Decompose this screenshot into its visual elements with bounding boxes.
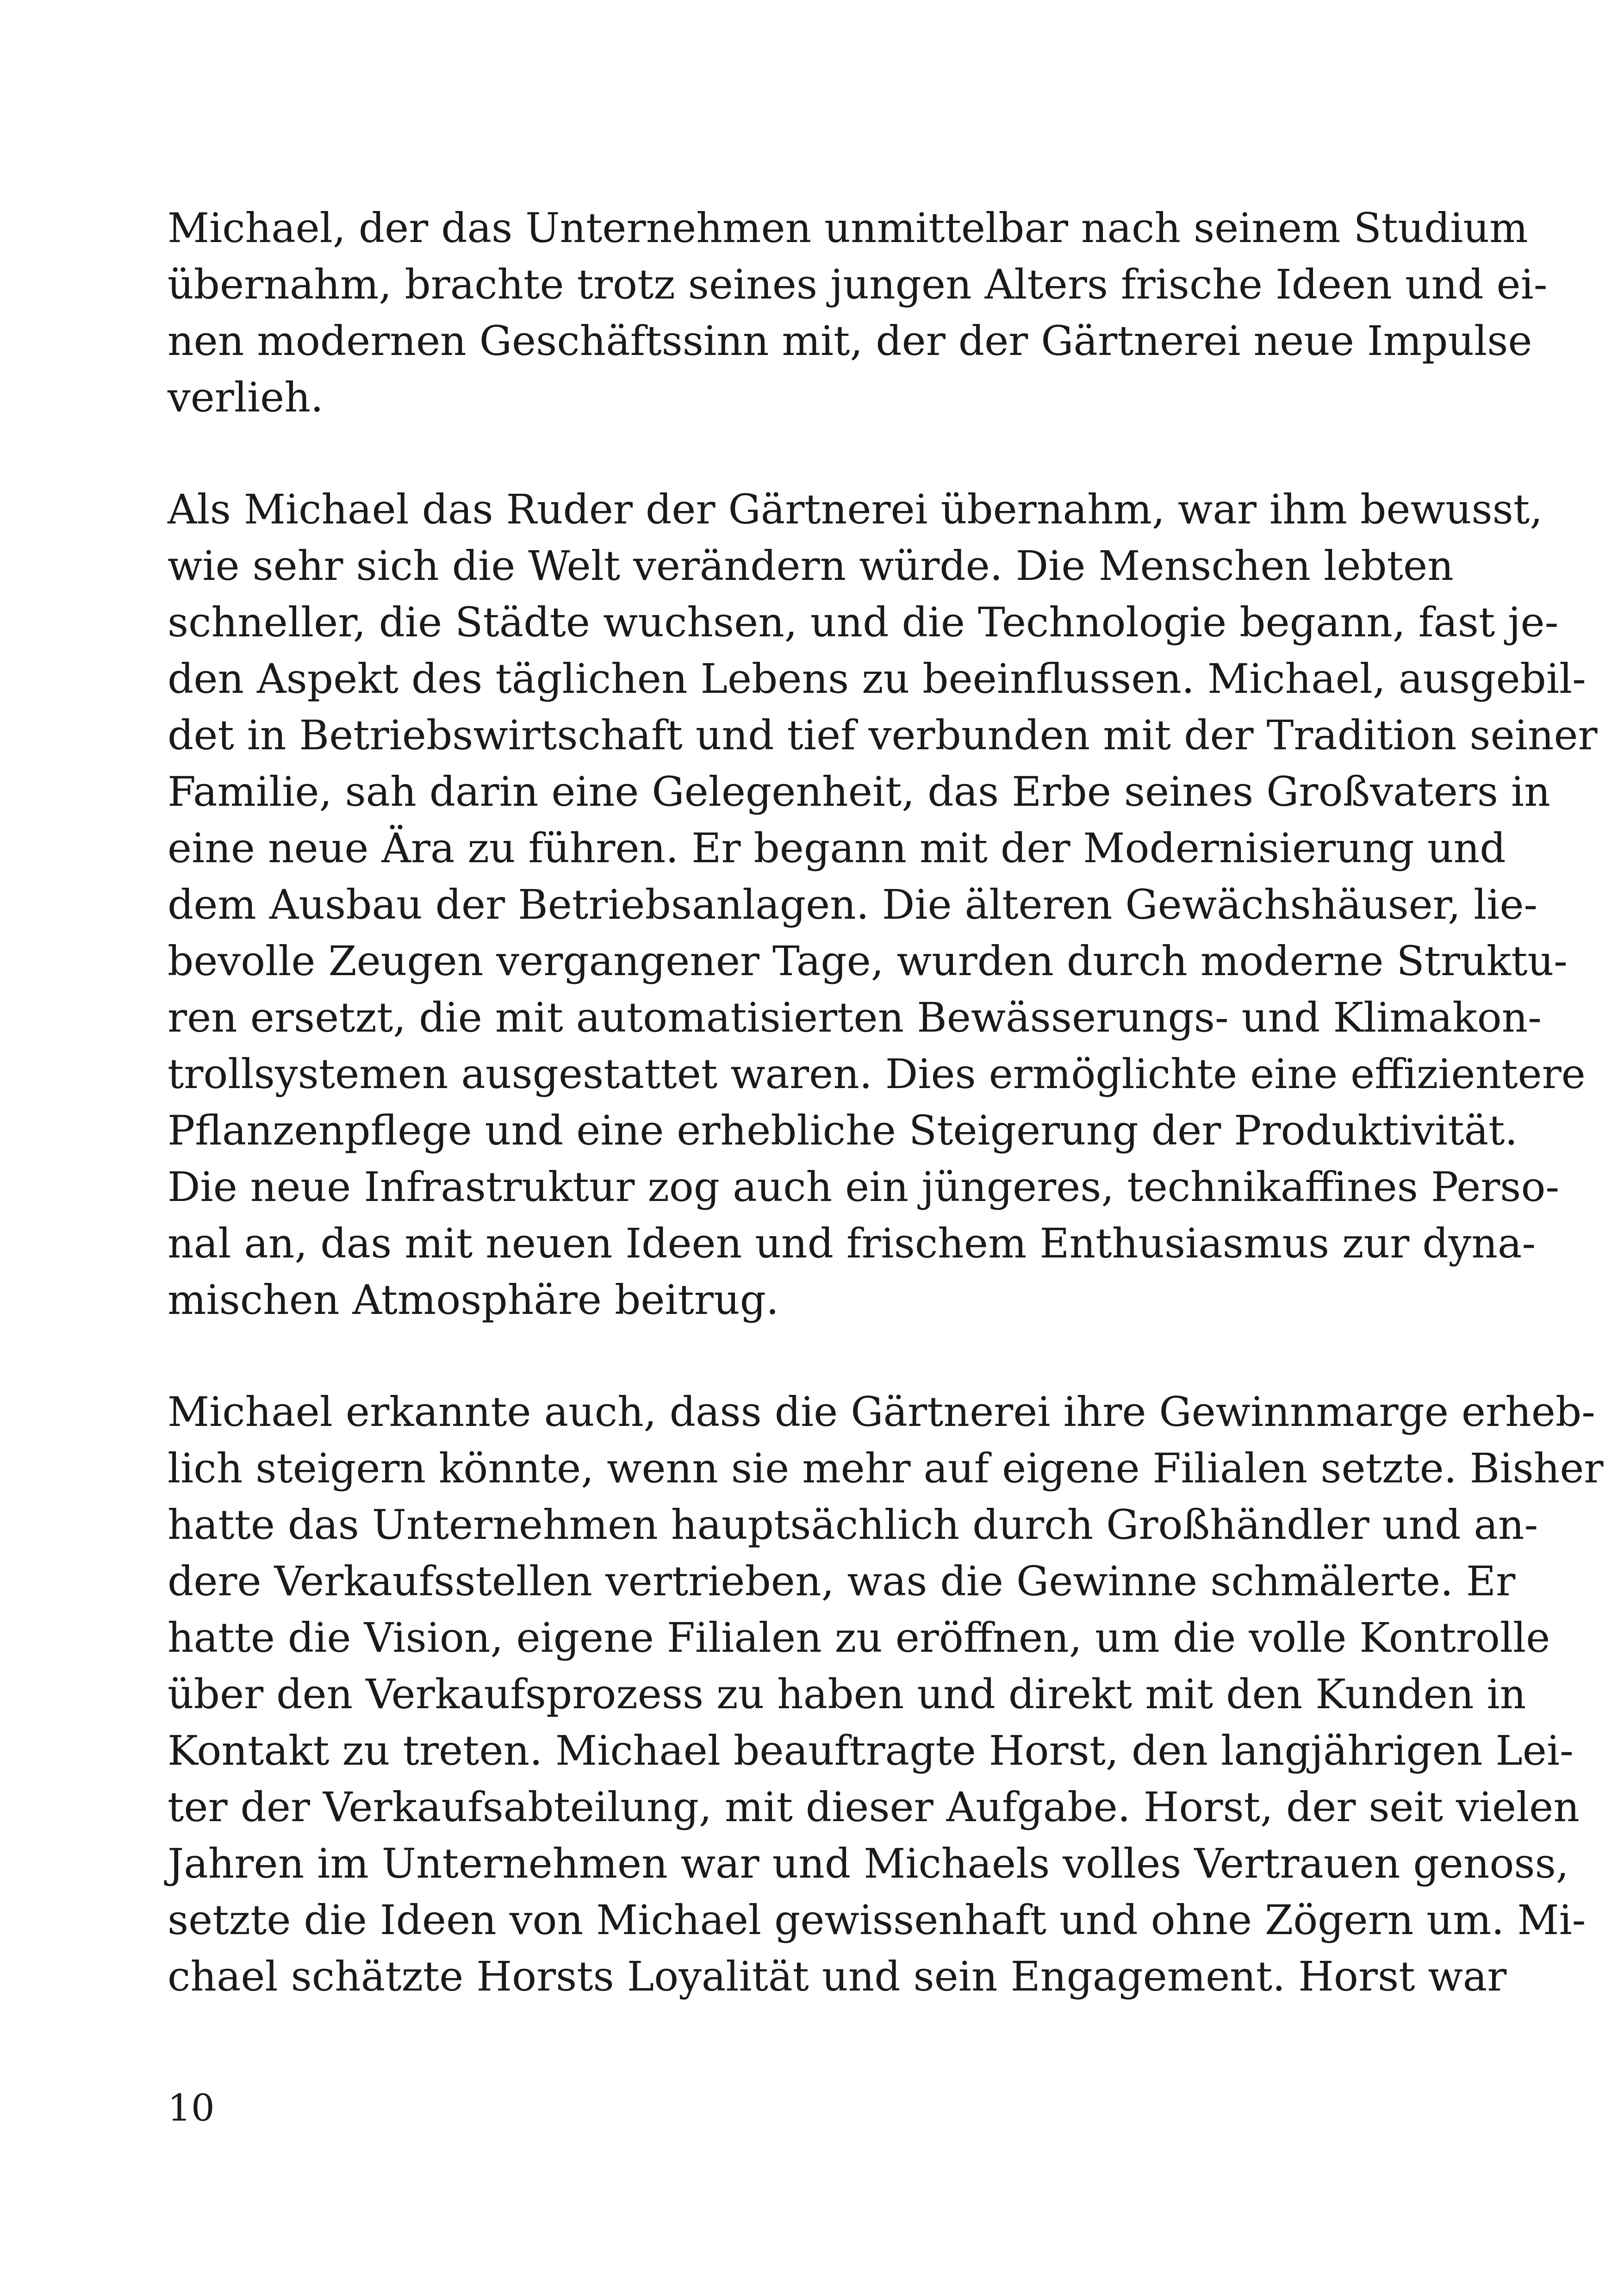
text-line: eine neue Ära zu führen. Er begann mit der Modernisierung und [168,824,1506,872]
paragraph-2 [168,481,1598,1328]
text-line: Familie, sah darin eine Gelegenheit, das Erbe seines Großvaters in [168,768,1550,815]
text-line: nen modernen Geschäftssinn mit, der der Gärtnerei neue Impulse [168,317,1532,365]
text-line: bevolle Zeugen vergangener Tage, wurden durch moderne Struktu- [168,937,1568,985]
text-line: ter der Verkaufsabteilung, mit dieser Aufgabe. Horst, der seit vielen [168,1783,1580,1831]
text-line: dere Verkaufsstellen vertrieben, was die Gewinne schmälerte. Er [168,1557,1516,1605]
text-line: mischen Atmosphäre beitrug. [168,1276,779,1324]
text-line: Michael, der das Unternehmen unmittelbar nach seinem Studium [168,204,1528,252]
text-line: übernahm, brachte trotz seines jungen Alters frische Ideen und ei- [168,261,1548,308]
paragraph-1 [168,200,1548,426]
text-line: schneller, die Städte wuchsen, und die Technologie begann, fast je- [168,598,1559,646]
text-line: chael schätzte Horsts Loyalität und sein Engagement. Horst war [168,1953,1507,2000]
text-line: dem Ausbau der Betriebsanlagen. Die älteren Gewächshäuser, lie- [168,881,1538,928]
text-line: lich steigern könnte, wenn sie mehr auf eigene Filialen setzte. Bisher [168,1444,1604,1492]
text-line: verlieh. [168,373,324,421]
text-line: den Aspekt des täglichen Lebens zu beeinflussen. Michael, ausgebil- [168,655,1586,703]
text-line: Michael erkannte auch, dass die Gärtnerei ihre Gewinnmarge erheb- [168,1388,1595,1436]
text-line: wie sehr sich die Welt verändern würde. Die Menschen lebten [168,542,1454,590]
paragraph-3 [168,1384,1604,2005]
text-line: hatte die Vision, eigene Filialen zu eröffnen, um die volle Kontrolle [168,1614,1550,1661]
text-line: ren ersetzt, die mit automatisierten Bewässerungs- und Klimakon- [168,994,1542,1041]
text-line: Pflanzenpflege und eine erhebliche Steigerung der Produktivität. [168,1107,1518,1154]
text-line: trollsystemen ausgestattet waren. Dies ermöglichte eine effizientere [168,1050,1586,1098]
page-number: 10 [168,2086,215,2129]
text-line: Jahren im Unternehmen war und Michaels volles Vertrauen genoss, [168,1840,1569,1887]
text-line: setzte die Ideen von Michael gewissenhaft und ohne Zögern um. Mi- [168,1896,1586,1944]
text-line: hatte das Unternehmen hauptsächlich durch Großhändler und an- [168,1501,1538,1549]
body-text [168,200,1604,2005]
text-line: Die neue Infrastruktur zog auch ein jüngeres, technikaffines Perso- [168,1163,1560,1211]
text-line: über den Verkaufsprozess zu haben und direkt mit den Kunden in [168,1670,1526,1718]
text-line: Als Michael das Ruder der Gärtnerei übernahm, war ihm bewusst, [168,485,1543,533]
text-line: det in Betriebswirtschaft und tief verbunden mit der Tradition seiner [168,711,1598,759]
text-line: nal an, das mit neuen Ideen und frischem Enthusiasmus zur dyna- [168,1220,1536,1267]
text-line: Kontakt zu treten. Michael beauftragte Horst, den langjährigen Lei- [168,1727,1574,1774]
